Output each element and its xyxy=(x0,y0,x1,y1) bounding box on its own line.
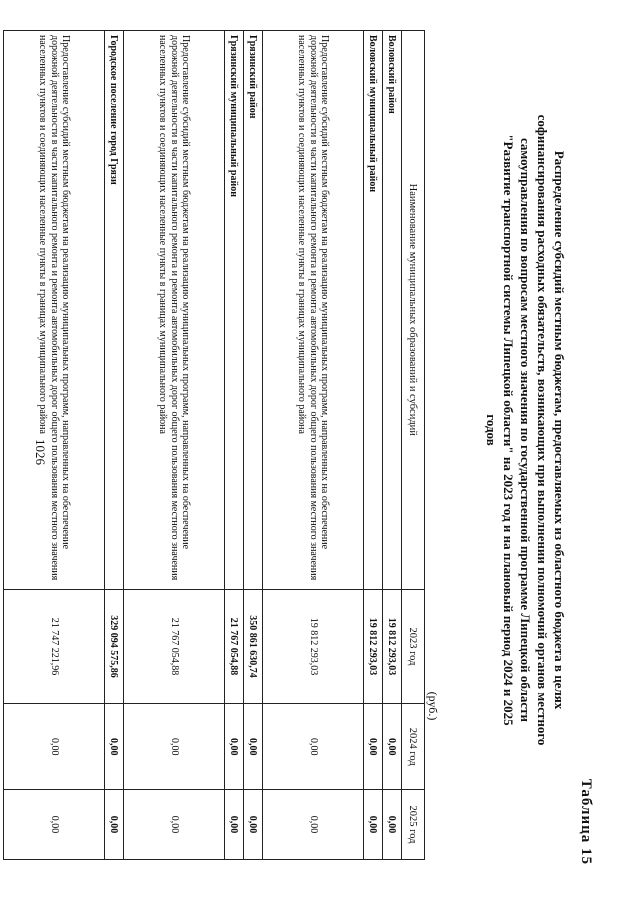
column-header-2023: 2023 год xyxy=(402,589,425,704)
value-2023: 19 812 293,03 xyxy=(364,589,383,704)
title-line: "Развитие транспортной системы Липецкой области" на 2023 год и на плановый период 2024 и 2025 xyxy=(501,134,516,726)
title-line: самоуправления по вопросам местного значения по государственной программе Липецкой области xyxy=(518,137,533,723)
value-2023: 21 767 054,88 xyxy=(225,589,244,704)
table-row xyxy=(225,31,244,860)
row-name: Воловский район xyxy=(383,31,402,590)
page-number: 1026 xyxy=(33,439,48,465)
value-2025: 0,00 xyxy=(263,790,364,860)
value-2025: 0,00 xyxy=(105,790,124,860)
value-2025: 0,00 xyxy=(383,790,402,860)
table-header-row xyxy=(402,31,425,860)
column-header-name: Наименование муниципальных образований и субсидий xyxy=(402,31,425,590)
row-name: Предоставление субсидий местным бюджетам на реализацию муниципальных программ, направленных на обеспечение дорожной деятельности в части капитального ремонта и ремонта автомобильных дорог общего пользования местного значения населенных пунктов и соединяющих населенные пункты в границах муниципального района xyxy=(124,31,225,590)
title-line: софинансирования расходных обязательств, возникающих при выполнении полномочий органов местного xyxy=(535,114,550,746)
value-2023: 21 767 054,88 xyxy=(124,589,225,704)
value-2023: 329 094 575,86 xyxy=(105,589,124,704)
value-2024: 0,00 xyxy=(244,704,263,790)
row-name: Предоставление субсидий местным бюджетам на реализацию муниципальных программ, направленных на обеспечение дорожной деятельности в части капитального ремонта и ремонта автомобильных дорог общего пользования местного значения населенных пунктов и соединяющих населенные пункты в границах муниципального района xyxy=(263,31,364,590)
value-2024: 0,00 xyxy=(364,704,383,790)
value-2024: 0,00 xyxy=(383,704,402,790)
column-header-2025: 2025 год xyxy=(402,790,425,860)
table-row xyxy=(263,31,364,860)
row-name: Грязинский район xyxy=(244,31,263,590)
row-name: Городское поселение город Грязи xyxy=(105,31,124,590)
value-2023: 19 812 293,03 xyxy=(263,589,364,704)
value-2025: 0,00 xyxy=(364,790,383,860)
table-row xyxy=(383,31,402,860)
value-2025: 0,00 xyxy=(225,790,244,860)
column-header-2024: 2024 год xyxy=(402,704,425,790)
value-2023: 21 747 221,96 xyxy=(4,589,105,704)
title-line: годов xyxy=(484,414,499,446)
table-row xyxy=(105,31,124,860)
value-2025: 0,00 xyxy=(124,790,225,860)
table-row xyxy=(364,31,383,860)
subsidy-table xyxy=(3,30,425,860)
value-2024: 0,00 xyxy=(4,704,105,790)
value-2024: 0,00 xyxy=(225,704,244,790)
row-name: Воловский муниципальный район xyxy=(364,31,383,590)
value-2024: 0,00 xyxy=(105,704,124,790)
table-row xyxy=(124,31,225,860)
document-title xyxy=(483,50,568,810)
table-number: Таблица 15 xyxy=(578,778,594,865)
value-2025: 0,00 xyxy=(244,790,263,860)
value-2025: 0,00 xyxy=(4,790,105,860)
table-row xyxy=(244,31,263,860)
value-2023: 19 812 293,03 xyxy=(383,589,402,704)
row-name: Грязинский муниципальный район xyxy=(225,31,244,590)
title-line: Распределение субсидий местным бюджетам, предоставляемых из областного бюджета в целях xyxy=(552,150,567,710)
value-2023: 350 861 630,74 xyxy=(244,589,263,704)
row-name: Предоставление субсидий местным бюджетам на реализацию муниципальных программ, направленных на обеспечение дорожной деятельности в части капитального ремонта и ремонта автомобильных дорог общего пользования местного значения населенных пунктов и соединяющих населенные пункты в границах муниципального района xyxy=(4,31,105,590)
unit-label: (руб.) xyxy=(426,691,440,721)
table-row xyxy=(4,31,105,860)
value-2024: 0,00 xyxy=(263,704,364,790)
value-2024: 0,00 xyxy=(124,704,225,790)
